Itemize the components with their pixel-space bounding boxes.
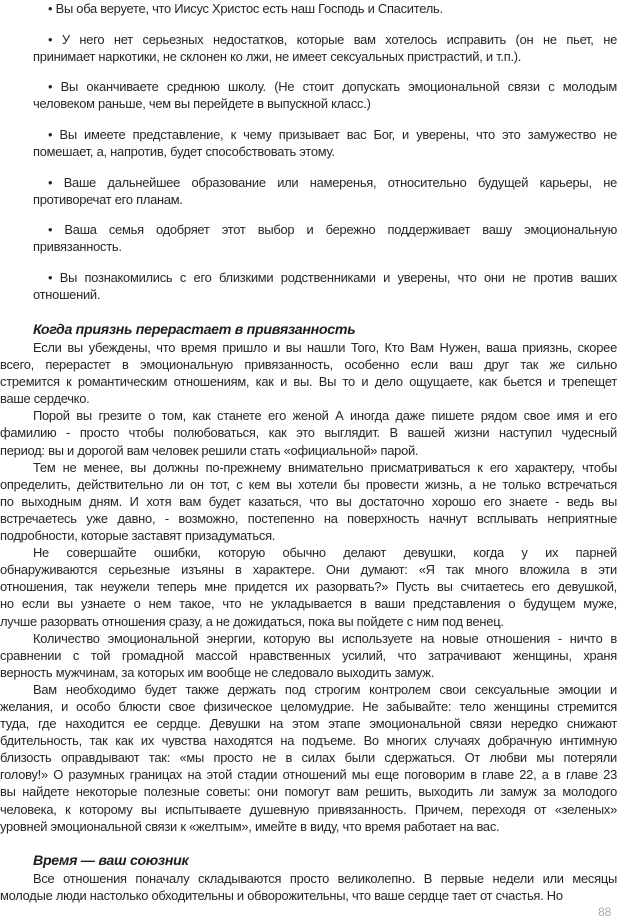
text-line: близость оправдывают так: «мы просто не в силах были сдержаться. От любви мы потеряли [0, 750, 617, 766]
text-line: Все отношения поначалу складываются просто великолепно. В первые недели или месяцы [33, 871, 617, 886]
text-line: отношений. [33, 287, 101, 303]
text-line: Не совершайте ошибки, которую обычно делают девушки, когда у их парней [33, 545, 617, 561]
text-line: подробности, которые заставят призадуматься. [0, 528, 276, 544]
section-heading: Время — ваш союзник [33, 853, 189, 869]
bullet-item [0, 221, 617, 255]
section-heading: Когда приязнь перерастает в привязанность [33, 322, 356, 338]
paragraph [0, 459, 617, 544]
paragraph [0, 339, 617, 407]
bullet-item [0, 31, 617, 65]
text-line: встречаетесь уже давно, - возможно, постепенно на поверхность начнут всплывать неприятные [0, 510, 617, 526]
bullet-item [0, 78, 617, 112]
paragraph [0, 681, 617, 835]
section-attachment [0, 321, 617, 835]
text-line: стремится к романтическим отношениям, как и вы. Вы то и дело ощущаете, как бьется и трепещет [0, 374, 617, 390]
text-line: привязанность. [33, 239, 122, 255]
text-line: всего, перерастет в эмоциональную привязанность, особенно если ваш друг так же сильно [0, 357, 617, 373]
text-line: принимает наркотики, не склонен ко лжи, не имеет сексуальных пристрастий, и т.п.). [33, 48, 522, 64]
text-line: отношения, так неужели теперь мне придется их разорвать?» Пусть вы считаетесь его девушкой, [0, 579, 617, 595]
text-line: лучше разорвать отношения сразу, а не дожидаться, пока вы пойдете с ним под венец. [0, 613, 504, 629]
text-line: • Вы имеете представление, к чему призывает вас Бог, и уверены, что это замужество не [48, 126, 617, 142]
text-line: противоречат его планам. [33, 191, 183, 207]
text-line: уровней эмоциональной связи к «желтым», имейте в виду, что время работает на вас. [0, 818, 500, 834]
text-line: верность мужчинам, за которых им вообще не следовало выходить замуж. [0, 664, 435, 680]
text-line: туда, где находится ее сердце. Девушки на этом этапе эмоциональной связи нередко снижают [0, 716, 617, 732]
bullet-item [0, 174, 617, 208]
text-line: Если вы убеждены, что время пришло и вы нашли Того, Кто Вам Нужен, ваша приязнь, скорее [33, 340, 617, 355]
text-line: период: вы и дорогой вам человек решили стать «официальной» парой. [0, 442, 419, 458]
text-line: голову!» О разумных границах на этой стадии отношений мы еще поговорим в главе 22, а в главе 23 [0, 767, 617, 783]
text-line: желания, и особо блюсти свое физическое целомудрие. Не забывайте: тело женщины стремится [0, 698, 617, 714]
text-line: Порой вы грезите о том, как станете его женой А иногда даже пишете рядом свое имя и его [33, 408, 617, 424]
bullet-item [0, 126, 617, 160]
text-line: молодые люди настолько обходительны и обворожительны, что ваше сердце тает от счастья. Но [0, 888, 563, 904]
text-line: Количество эмоциональной энергии, которую вы используете на новые отношения - ничто в [33, 630, 617, 646]
text-line: • Вы оба веруете, что Иисус Христос есть наш Господь и Спаситель. [48, 1, 443, 16]
text-line: ваше сердечко. [0, 391, 90, 407]
text-line: помешает, а, напротив, будет способствовать этому. [33, 144, 335, 160]
page-number: 88 [598, 905, 611, 919]
section-body [0, 870, 617, 904]
text-line: Вам необходимо будет также держать под строгим контролем свои сексуальные эмоции и [33, 681, 617, 697]
bullet-item [0, 269, 617, 303]
text-line: бдительность, так как их чувства находятся на подъеме. Во многих случаях добрачную интимную [0, 733, 617, 749]
paragraph [0, 630, 617, 681]
text-line: • У него нет серьезных недостатков, которые вам хотелось исправить (он не пьет, не [48, 31, 617, 47]
text-line: вы найдете некоторые полезные советы: они помогут вам решить, выходить ли замуж за молодого [0, 784, 617, 800]
paragraph [0, 544, 617, 629]
criteria-bullet-list [0, 0, 617, 317]
text-line: по выходным дням. И хотя вам будет казаться, что вы достаточно хорошо его знаете - ведь вы [0, 493, 617, 509]
paragraph [0, 407, 617, 458]
text-line: • Вы оканчиваете среднюю школу. (Не стоит допускать эмоциональной связи с молодым [48, 79, 617, 95]
section-body [0, 339, 617, 835]
text-line: Тем не менее, вы должны по-прежнему внимательно присматриваться к его характеру, чтобы [33, 459, 617, 475]
paragraph [0, 870, 617, 904]
text-line: обнаруживаются серьезные изъяны в характере. Они думают: «Я так много вложила в эти [0, 562, 617, 578]
text-line: • Вы познакомились с его близкими родственниками и уверены, что они не против ваших [48, 270, 617, 286]
bullet-item [0, 0, 617, 17]
text-line: человеком раньше, чем вы перейдете в выпускной класс.) [33, 96, 371, 112]
text-line: сравнении с той громадной массой нравственных усилий, что затрачивают женщины, храня [0, 647, 617, 663]
text-line: • Ваше дальнейшее образование или намеренья, относительно будущей карьеры, не [48, 174, 617, 190]
text-line: но если вы узнаете о нем такое, что не укладывается в ваши представления о будущем муже, [0, 596, 617, 612]
text-line: фамилию - просто чтобы полюбоваться, как это выглядит. В вашей жизни наступил чудесный [0, 425, 617, 441]
section-time-ally [0, 852, 617, 904]
text-line: • Ваша семья одобряет этот выбор и бережно поддерживает вашу эмоциональную [48, 222, 617, 238]
text-line: человека, к которому вы испытываете душевную привязанность. Причем, переходя от «зеленых» [0, 801, 617, 817]
text-line: определить, действительно ли он тот, с кем вы хотели бы провести жизнь, а не только встречаться [0, 476, 617, 492]
